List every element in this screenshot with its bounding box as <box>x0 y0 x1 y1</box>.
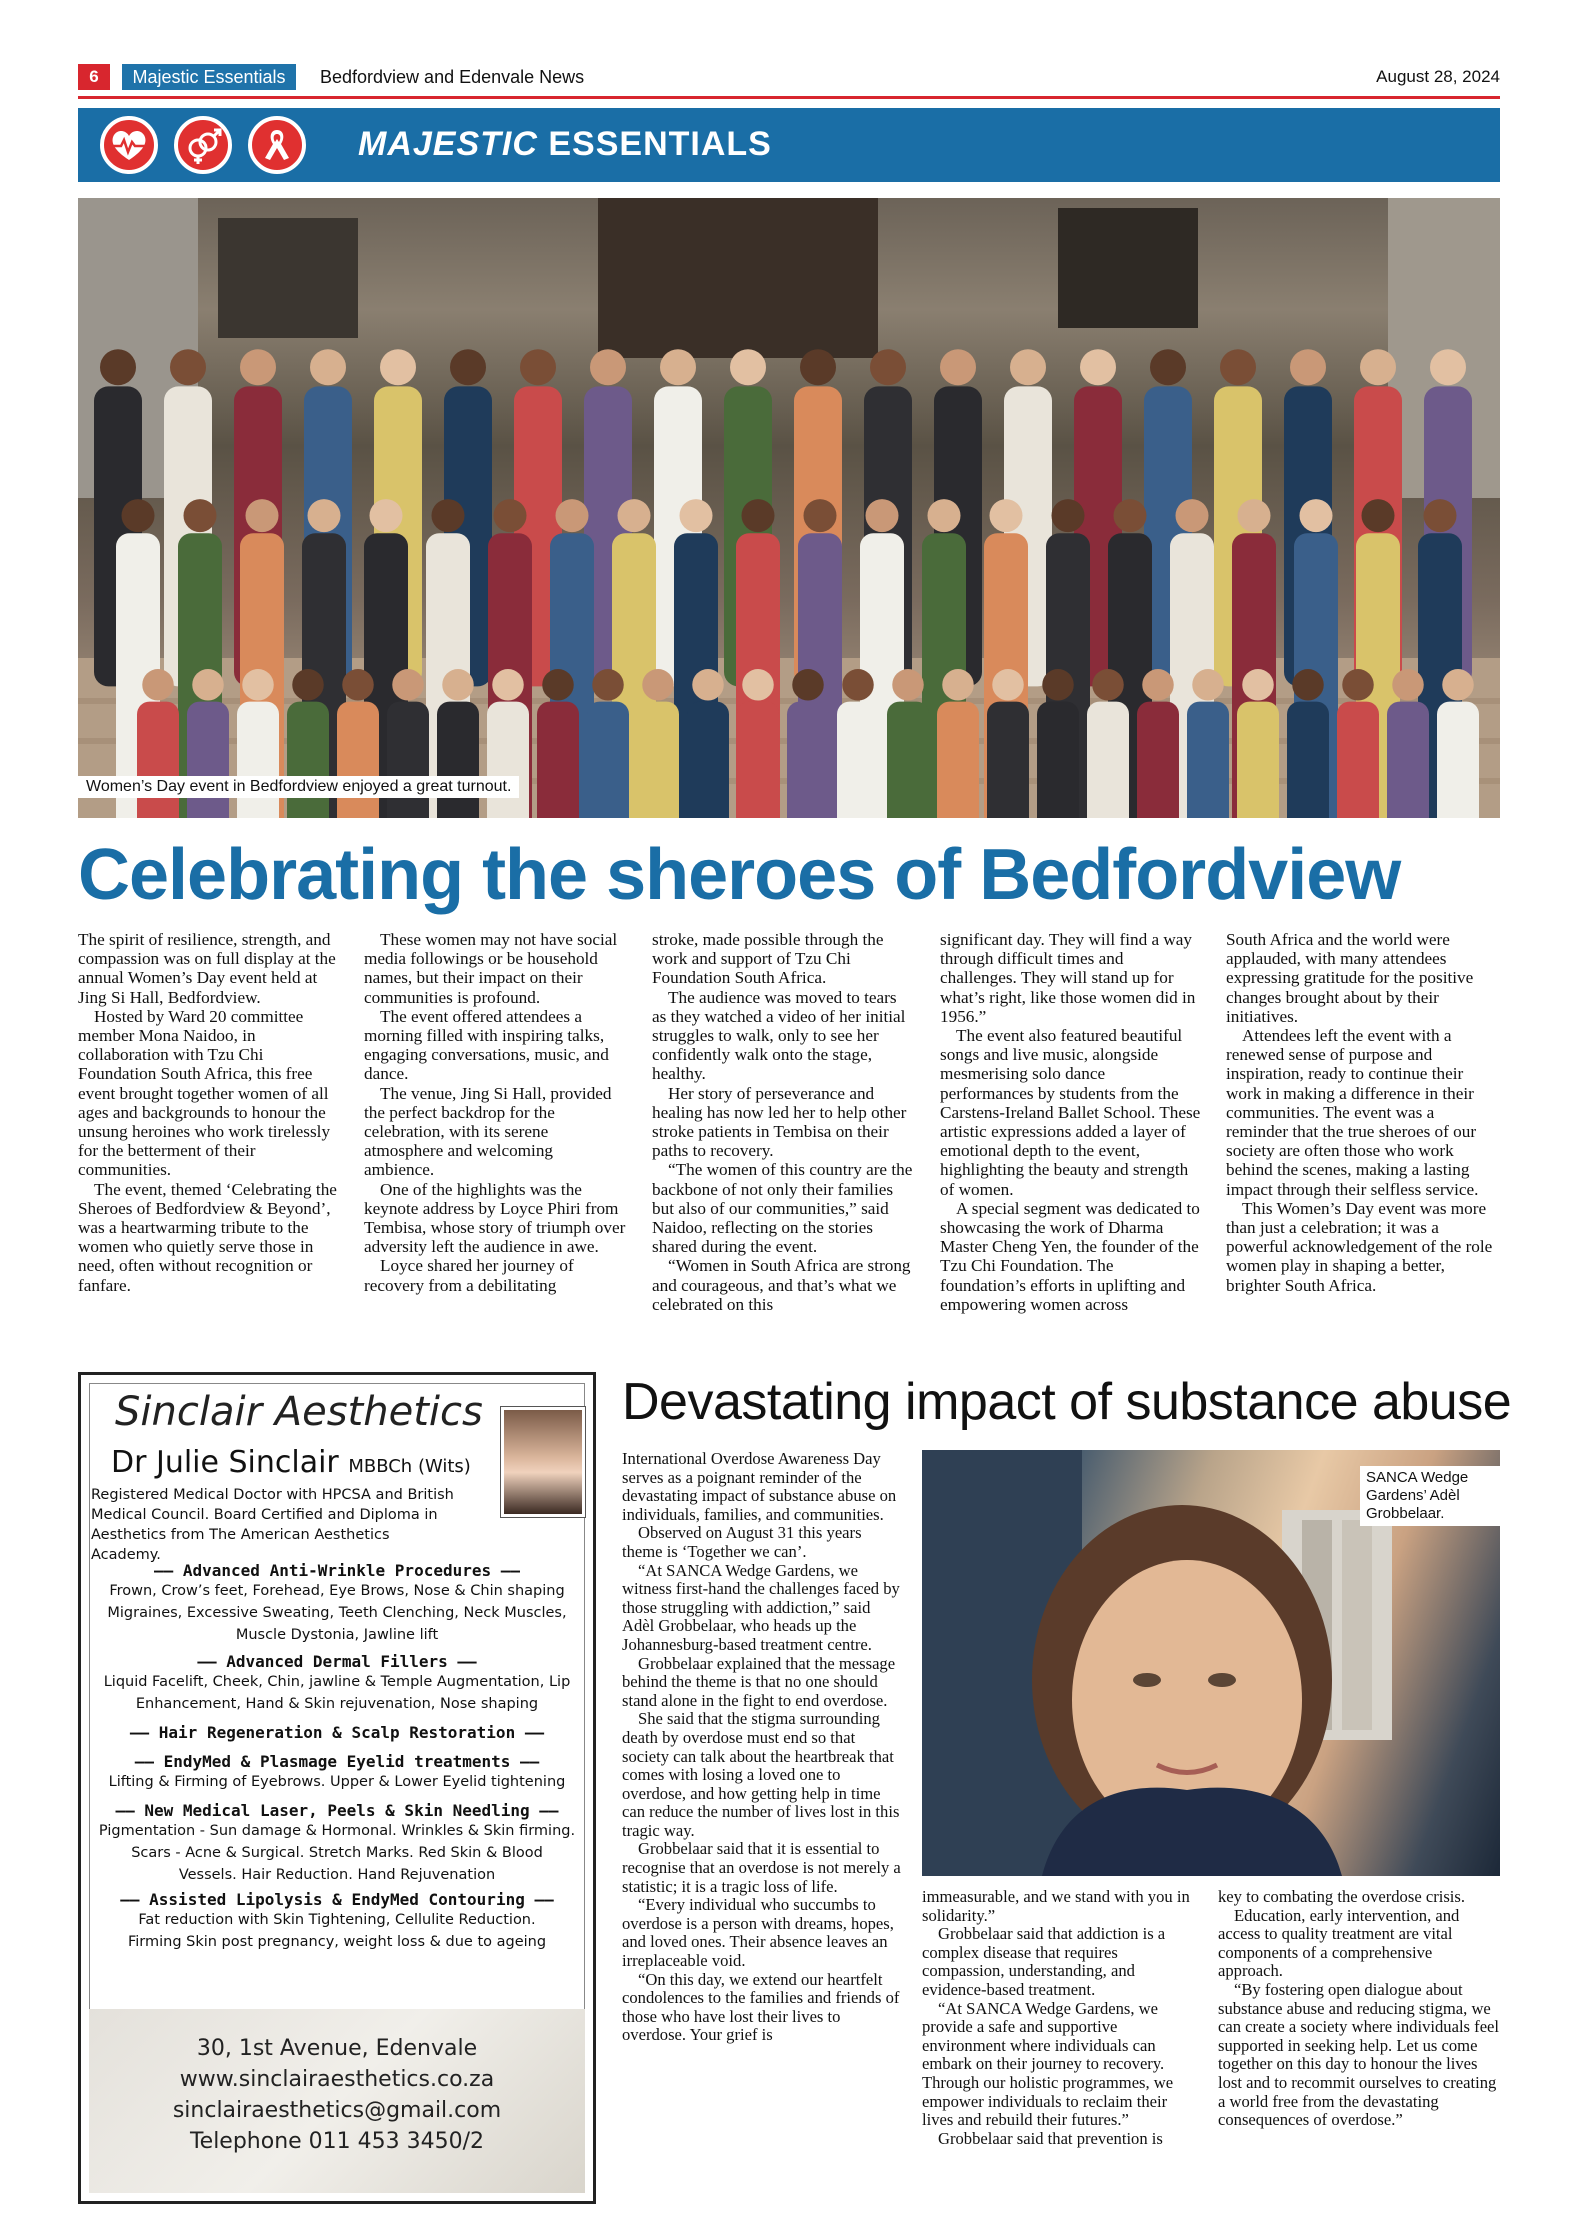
service-line: Liquid Facelift, Cheek, Chin, jawline & Temple Augmentation, Lip <box>103 1674 571 1690</box>
service-line: Muscle Dystonia, Jawline lift <box>235 1627 439 1643</box>
article-headline: Celebrating the sheroes of Bedfordview <box>78 835 1401 915</box>
advert-contact-block <box>89 2009 585 2193</box>
section-banner <box>78 108 1500 182</box>
advert-business-name: Sinclair Aesthetics <box>115 1389 483 1435</box>
page-number: 6 <box>78 64 110 90</box>
service-line: Frown, Crow’s feet, Forehead, Eye Brows, Nose & Chin shaping <box>109 1583 565 1599</box>
article1-column-1: The spirit of resilience, strength, and compassion was on full display at the annual Women’s Day event held at Jing Si Hall, Bedfordview. Hosted by Ward 20 committee member Mona Naidoo, in collaboration with Tzu Chi Foundation South Africa, this free event brought together women of all ages and backgrounds to honour the unsung heroines who work tirelessly for the betterment of their communities. The event, themed ‘Celebrating the Sheroes of Bedfordview & Beyond’, was a heartwarming tribute to the women who quietly serve those in need, often without recognition or fanfare. <box>78 930 337 1295</box>
article1-column-2: These women may not have social media followings or be household names, but their impact on their communities is profound. The event offered attendees a morning filled with inspiring talks, engaging conversations, music, and dance. The venue, Jing Si Hall, provided the perfect backdrop for the celebration, with its serene atmosphere and welcoming ambience. One of the highlights was the keynote address by Loyce Phiri from Tembisa, whose story of triumph over adversity left the audience in awe. Loyce shared her journey of recovery from a debilitating <box>364 930 626 1295</box>
advert-address: 30, 1st Avenue, Edenvale <box>196 2036 478 2061</box>
service-heading: —— Advanced Anti-Wrinkle Procedures —— <box>153 1561 521 1580</box>
service-line: Pigmentation - Sun damage & Hormonal. Wrinkles & Skin firming. <box>98 1823 576 1839</box>
awareness-ribbon-icon <box>248 116 306 174</box>
article1-column-3: stroke, made possible through the work and support of Tzu Chi Foundation South Africa. The audience was moved to tears as they watched a video of her initial struggles to walk, only to see her confidently walk onto the stage, healthy. Her story of perseverance and healing has now led her to help other stroke patients in Tembisa on their paths to recovery. “The women of this country are the backbone of not only their families but also of our communities,” said Naidoo, reflecting on the stories shared during the event. “Women in South Africa are strong and courageous, and that’s what we celebrated on this <box>652 930 913 1314</box>
service-line: Lifting & Firming of Eyebrows. Upper & Lower Eyelid tightening <box>108 1774 566 1790</box>
photo2-caption: SANCA Wedge Gardens’ Adèl Grobbelaar. <box>1360 1466 1502 1526</box>
service-line: Firming Skin post pregnancy, weight loss & due to ageing <box>127 1934 547 1950</box>
service-heading: —— New Medical Laser, Peels & Skin Needling —— <box>115 1801 559 1820</box>
service-line: Fat reduction with Skin Tightening, Cellulite Reduction. <box>138 1912 536 1928</box>
service-line: Vessels. Hair Reduction. Hand Rejuvenation <box>178 1867 496 1883</box>
gender-symbols-icon <box>174 116 232 174</box>
article1-column-5: South Africa and the world were applauded, with many attendees expressing gratitude for the positive changes brought about by their initiatives. Attendees left the event with a renewed sense of purpose and inspiration, ready to continue their work in making a difference in their communities. The event was a reminder that the true sheroes of our society are often those who work behind the scenes, making a lasting impact through their selfless service. This Women’s Day event was more than just a celebration; it was a powerful acknowledgement of the role women play in shaping a better, brighter South Africa. <box>1226 930 1493 1295</box>
service-heading: —— EndyMed & Plasmage Eyelid treatments —— <box>134 1752 540 1771</box>
article2-column-1: International Overdose Awareness Day serves as a poignant reminder of the devastating impact of substance abuse on individuals, families, and communities. Observed on August 31 this years theme is ‘Together we can’. “At SANCA Wedge Gardens, we witness first-hand the challenges faced by those struggling with addiction,” said Adèl Grobbelaar, who heads up the Johannesburg-based treatment centre. Grobbelaar explained that the message behind the theme is that no one should stand alone in the fight to end overdose. She said that the stigma surrounding death by overdose must end so that society can talk about the heartbreak that comes with losing a loved one to overdose, and how getting help in time can reduce the number of lives lost in this tragic way. Grobbelaar said that it is essential to recognise that an overdose is not merely a statistic; it is a tragic loss of life. “Every individual who succumbs to overdose is a person with dreams, hopes, and loved ones. Their absence leaves an irreplaceable void. “On this day, we extend our heartfelt condolences to the families and friends of those who have lost their lives to overdose. Your grief is <box>622 1449 901 2045</box>
advert-services <box>89 1561 585 1953</box>
service-line: Enhancement, Hand & Skin rejuvenation, Nose shaping <box>135 1696 539 1712</box>
article2-column-3: key to combating the overdose crisis. Education, early intervention, and access to quality treatment are vital components of a comprehensive approach. “By fostering open dialogue about substance abuse and reducing stigma, we can create a society where individuals feel supported in seeking help. Let us come together on this day to honour the lives lost and to recommit ourselves to creating a world free from the devastating consequences of overdose.” <box>1218 1887 1500 2130</box>
advert-doctor-name: Dr Julie Sinclair MBBCh (Wits) <box>111 1445 471 1480</box>
advert-email[interactable]: sinclairaesthetics@gmail.com <box>172 2098 502 2123</box>
photo-caption: Women’s Day event in Bedfordview enjoyed a great turnout. <box>78 776 519 798</box>
advert-telephone: Telephone 011 453 3450/2 <box>189 2129 485 2154</box>
article2-headline: Devastating impact of substance abuse <box>622 1373 1512 1431</box>
advert-intro: Registered Medical Doctor with HPCSA and British Medical Council. Board Certified and Diploma in Aesthetics from The American Aesthetics Academy. <box>91 1487 454 1563</box>
event-group-photo <box>78 198 1500 818</box>
heart-pulse-icon <box>100 116 158 174</box>
service-heading: —— Advanced Dermal Fillers —— <box>197 1652 477 1671</box>
service-heading: —— Assisted Lipolysis & EndyMed Contouring —— <box>120 1890 554 1909</box>
article2-column-2: immeasurable, and we stand with you in solidarity.” Grobbelaar said that addiction is a complex disease that requires compassion, understanding, and evidence-based treatment. “At SANCA Wedge Gardens, we provide a safe and supportive environment where individuals can embark on their journey to recovery. Through our holistic programmes, we empower individuals to reclaim their lives and rebuild their futures.” Grobbelaar said that prevention is <box>922 1887 1190 2148</box>
service-heading: —— Hair Regeneration & Scalp Restoration —— <box>129 1723 545 1742</box>
doctor-portrait <box>501 1407 585 1517</box>
section-label: Majestic Essentials <box>122 64 296 90</box>
sinclair-aesthetics-advert <box>78 1372 596 2204</box>
issue-date: August 28, 2024 <box>1376 67 1500 86</box>
advert-website[interactable]: www.sinclairaesthetics.co.za <box>179 2067 495 2092</box>
article1-column-4: significant day. They will find a way through difficult times and challenges. They will stand up for what’s right, like those women did in 1956.” The event also featured beautiful songs and live music, alongside mesmerising solo dance performances by students from the Carstens-Ireland Ballet School. These artistic expressions added a layer of emotional depth to the event, highlighting the beauty and strength of women. A special segment was dedicated to showcasing the work of Dharma Master Cheng Yen, the founder of the Tzu Chi Foundation. The foundation’s efforts in uplifting and empowering women across <box>940 930 1201 1314</box>
service-line: Scars - Acne & Surgical. Stretch Marks. Red Skin & Blood <box>131 1845 543 1861</box>
service-line: Migraines, Excessive Sweating, Teeth Clenching, Neck Muscles, <box>107 1605 567 1621</box>
newspaper-name: Bedfordview and Edenvale News <box>320 67 585 87</box>
banner-title: MAJESTIC ESSENTIALS <box>358 125 772 163</box>
